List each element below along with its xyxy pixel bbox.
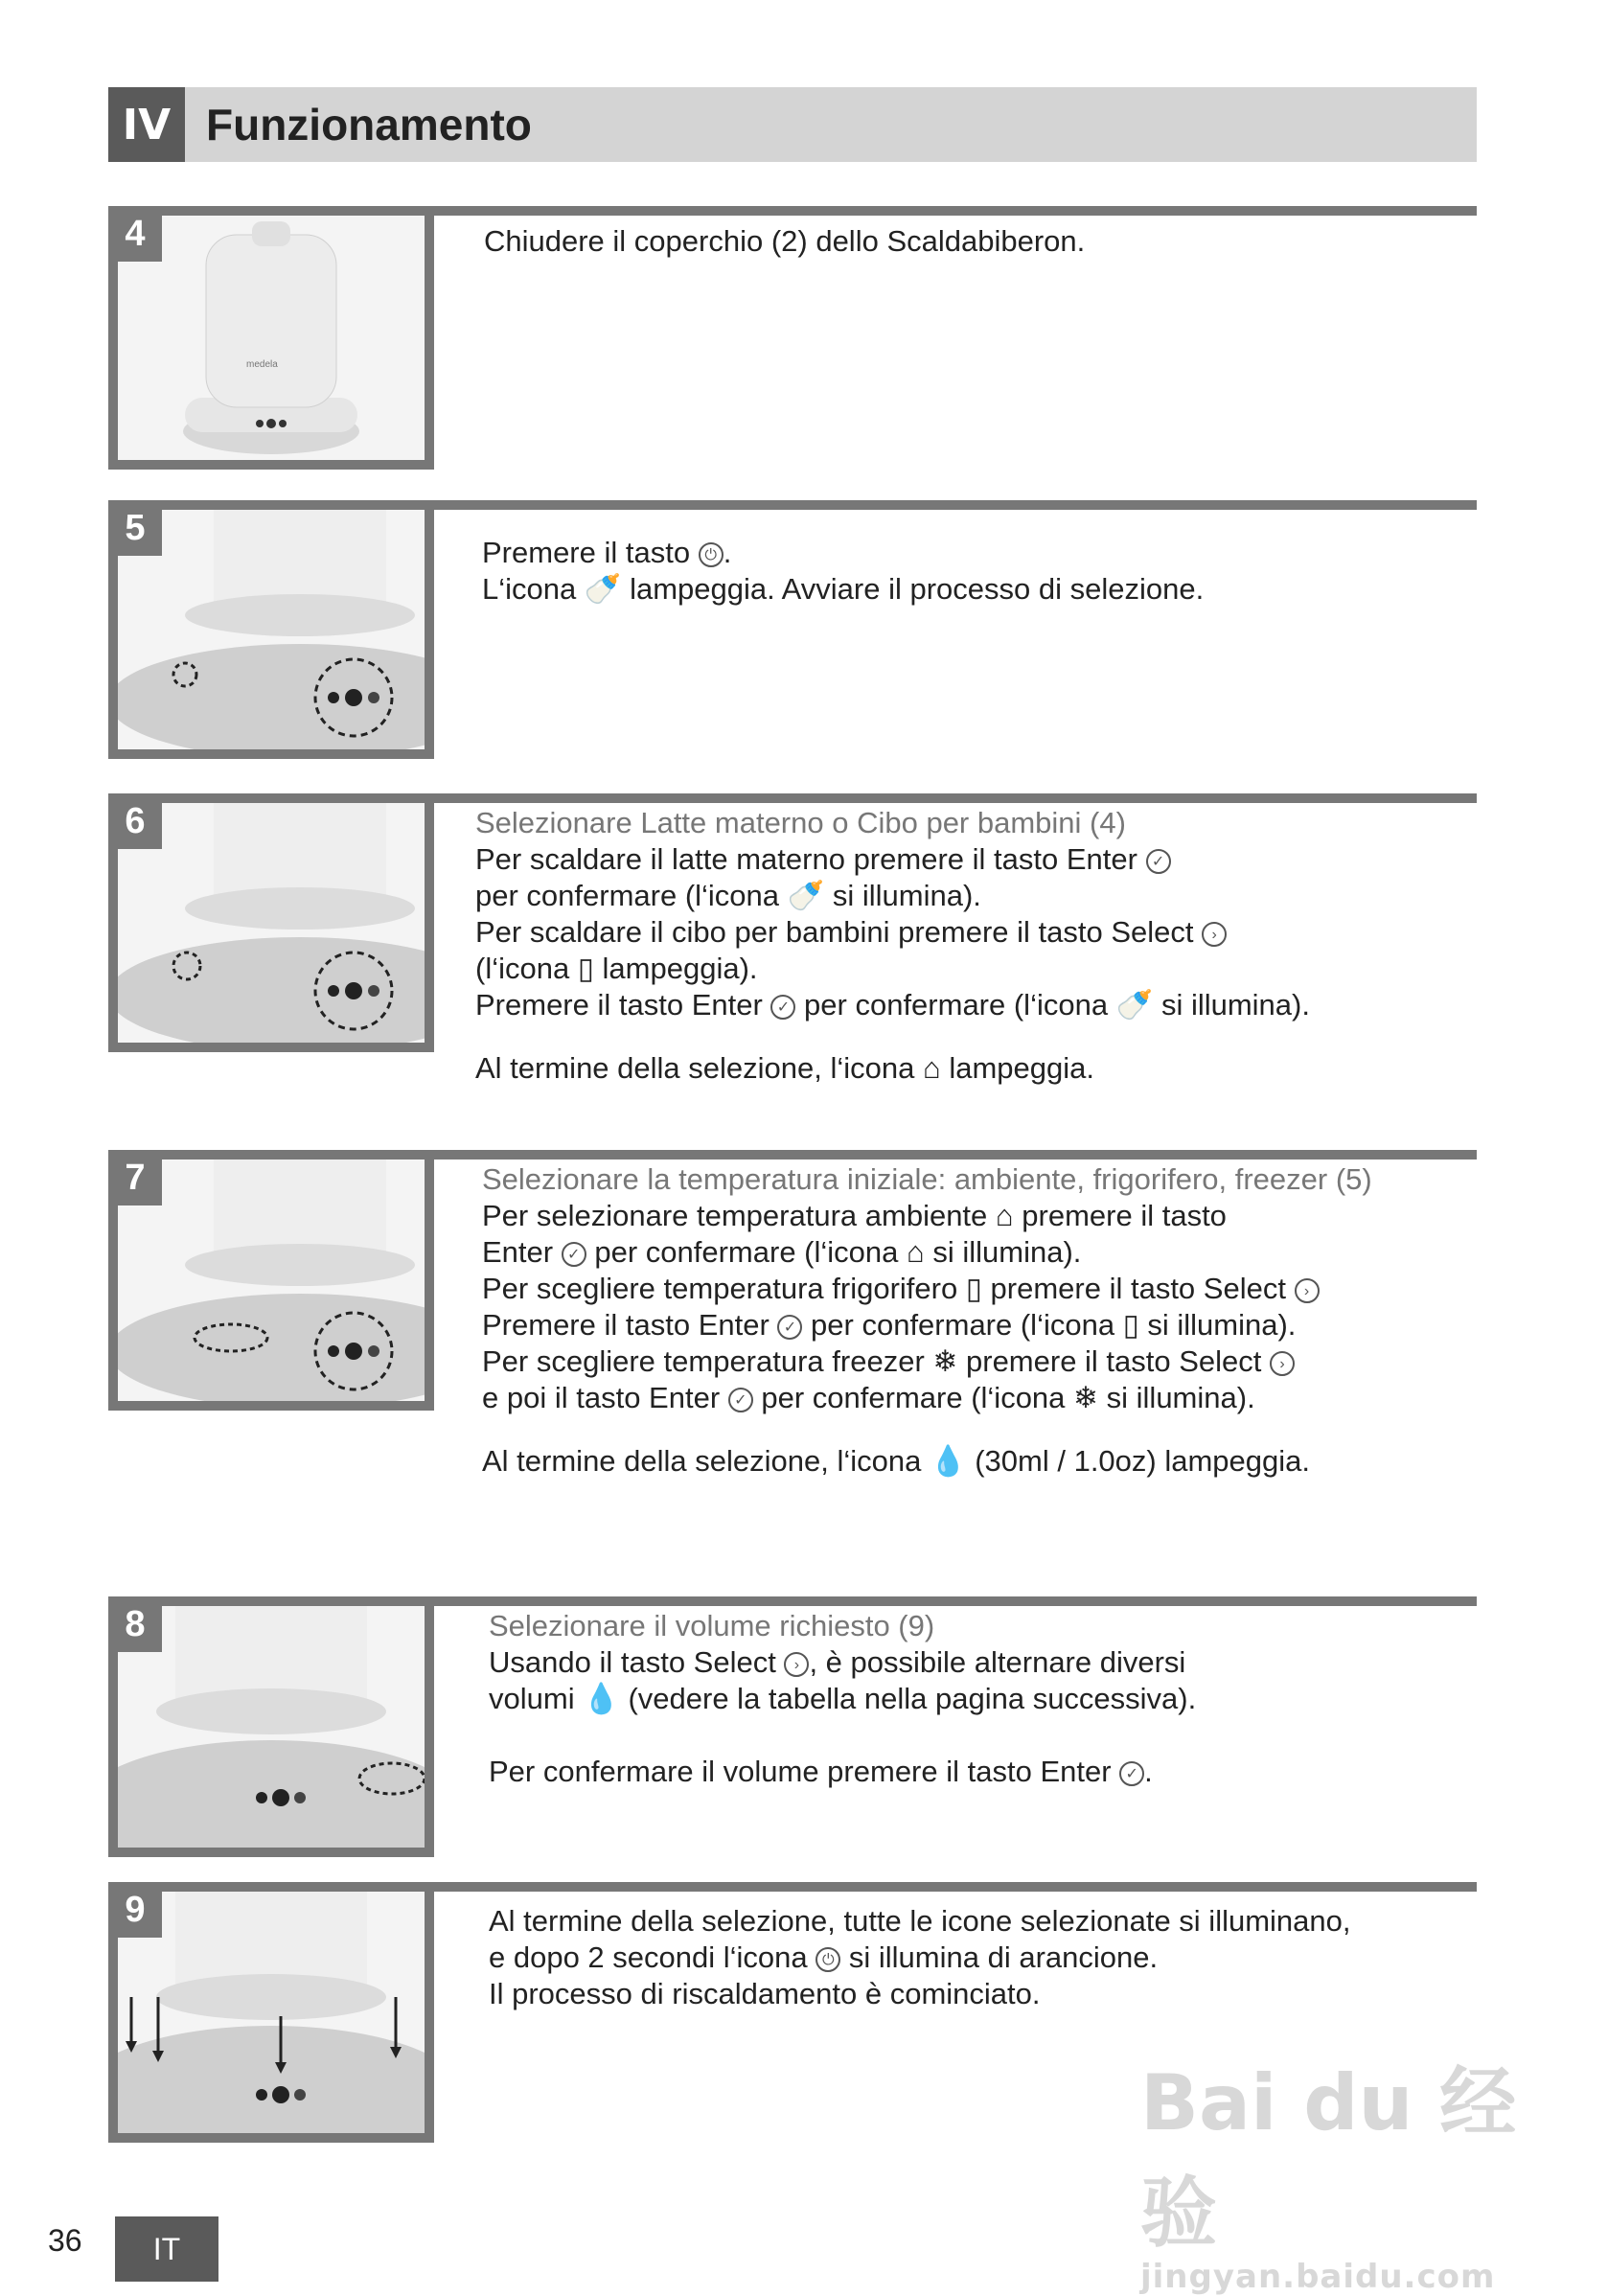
step-text: Selezionare il volume richiesto (9) Usando il tasto Select › , è possibile alternare diversi volumi 💧 (vedere la tabella nella pagina successiva). Per confermare il volume premere il tasto Enter ✓ .: [489, 1609, 1197, 1788]
check-icon: ✓: [770, 995, 795, 1020]
snowflake-icon: ❄: [932, 1344, 958, 1378]
step-text: Selezionare la temperatura iniziale: ambiente, frigorifero, freezer (5) Per selezionare temperatura ambiente ⌂ premere il tasto Enter ✓ per confermare (l‘icona ⌂ si illumina). Per scegliere temperatura frigorifero ▯ premere il tasto Select › Premere il tasto Enter ✓ per confermare (l‘icona ▯ si illumina). Per scegliere temperatura freezer ❄ premere il tasto Select › e poi il tasto Enter ✓ per confermare (l‘icona ❄ si illumina). Al termine della selezione, l‘icona 💧 (30ml / 1.0oz) lampeggia.: [482, 1162, 1372, 1478]
product-label: medela: [246, 359, 278, 370]
chevron-right-icon: ›: [784, 1652, 809, 1677]
power-icon: ⏻: [699, 542, 724, 567]
chevron-right-icon: ›: [1202, 922, 1227, 947]
bottle-icon: 🍼: [1115, 988, 1154, 1022]
step-5: [108, 500, 1477, 759]
language-tab: IT: [115, 2216, 218, 2282]
step-6: [108, 793, 1477, 1085]
jar-icon: ▯: [577, 952, 594, 985]
section-number: IV: [108, 87, 185, 162]
fridge-icon: ▯: [1122, 1308, 1139, 1342]
step-7: [108, 1150, 1477, 1478]
step-text: Premere il tasto ⏻ . L‘icona 🍼 lampeggia. Avviare il processo di selezione.: [482, 536, 1205, 606]
step-number: 8: [108, 1596, 162, 1652]
drop-icon: 💧: [929, 1444, 967, 1478]
chevron-right-icon: ›: [1295, 1278, 1320, 1303]
check-icon: ✓: [1119, 1761, 1144, 1786]
watermark-url: jingyan.baidu.com: [1140, 2258, 1496, 2296]
page-number: 36: [48, 2223, 82, 2258]
check-icon: ✓: [777, 1315, 802, 1340]
step-4: [108, 206, 1477, 470]
step-text: Chiudere il coperchio (2) dello Scaldabiberon.: [484, 224, 1086, 258]
power-icon: ⏻: [815, 1947, 840, 1972]
step-text: Al termine della selezione, tutte le icone selezionate si illuminano, e dopo 2 secondi l‘icona ⏻ si illumina di arancione. Il processo di riscaldamento è cominciato.: [489, 1904, 1351, 2010]
chevron-right-icon: ›: [1270, 1351, 1295, 1376]
check-icon: ✓: [562, 1242, 586, 1267]
check-icon: ✓: [1146, 849, 1171, 874]
step-number: 4: [108, 206, 162, 262]
watermark: [1140, 2041, 1524, 2296]
home-icon: ⌂: [922, 1051, 941, 1085]
bottle-icon: 🍼: [584, 572, 622, 606]
section-header: [108, 87, 1477, 162]
home-icon: ⌂: [995, 1199, 1014, 1232]
watermark-brand: Bai du 经验: [1140, 2058, 1517, 2258]
step-text: Selezionare Latte materno o Cibo per bambini (4) Per scaldare il latte materno premere il tasto Enter ✓ per confermare (l‘icona 🍼 si illumina). Per scaldare il cibo per bambini premere il tasto Select › (l‘icona ▯ lampeggia). Premere il tasto Enter ✓ per confermare (l‘icona 🍼 si illumina). Al termine della selezione, l‘icona ⌂ lampeggia.: [475, 806, 1310, 1085]
fridge-icon: ▯: [965, 1272, 982, 1305]
step-number: 7: [108, 1150, 162, 1205]
home-icon: ⌂: [907, 1235, 925, 1269]
page-title: Funzionamento: [206, 100, 532, 149]
drop-icon: 💧: [583, 1682, 620, 1715]
check-icon: ✓: [728, 1388, 753, 1412]
bottle-icon: 🍼: [787, 879, 825, 912]
step-number: 5: [108, 500, 162, 556]
snowflake-icon: ❄: [1073, 1381, 1099, 1414]
step-8: [108, 1596, 1477, 1857]
step-number: 9: [108, 1882, 162, 1938]
step-number: 6: [108, 793, 162, 849]
